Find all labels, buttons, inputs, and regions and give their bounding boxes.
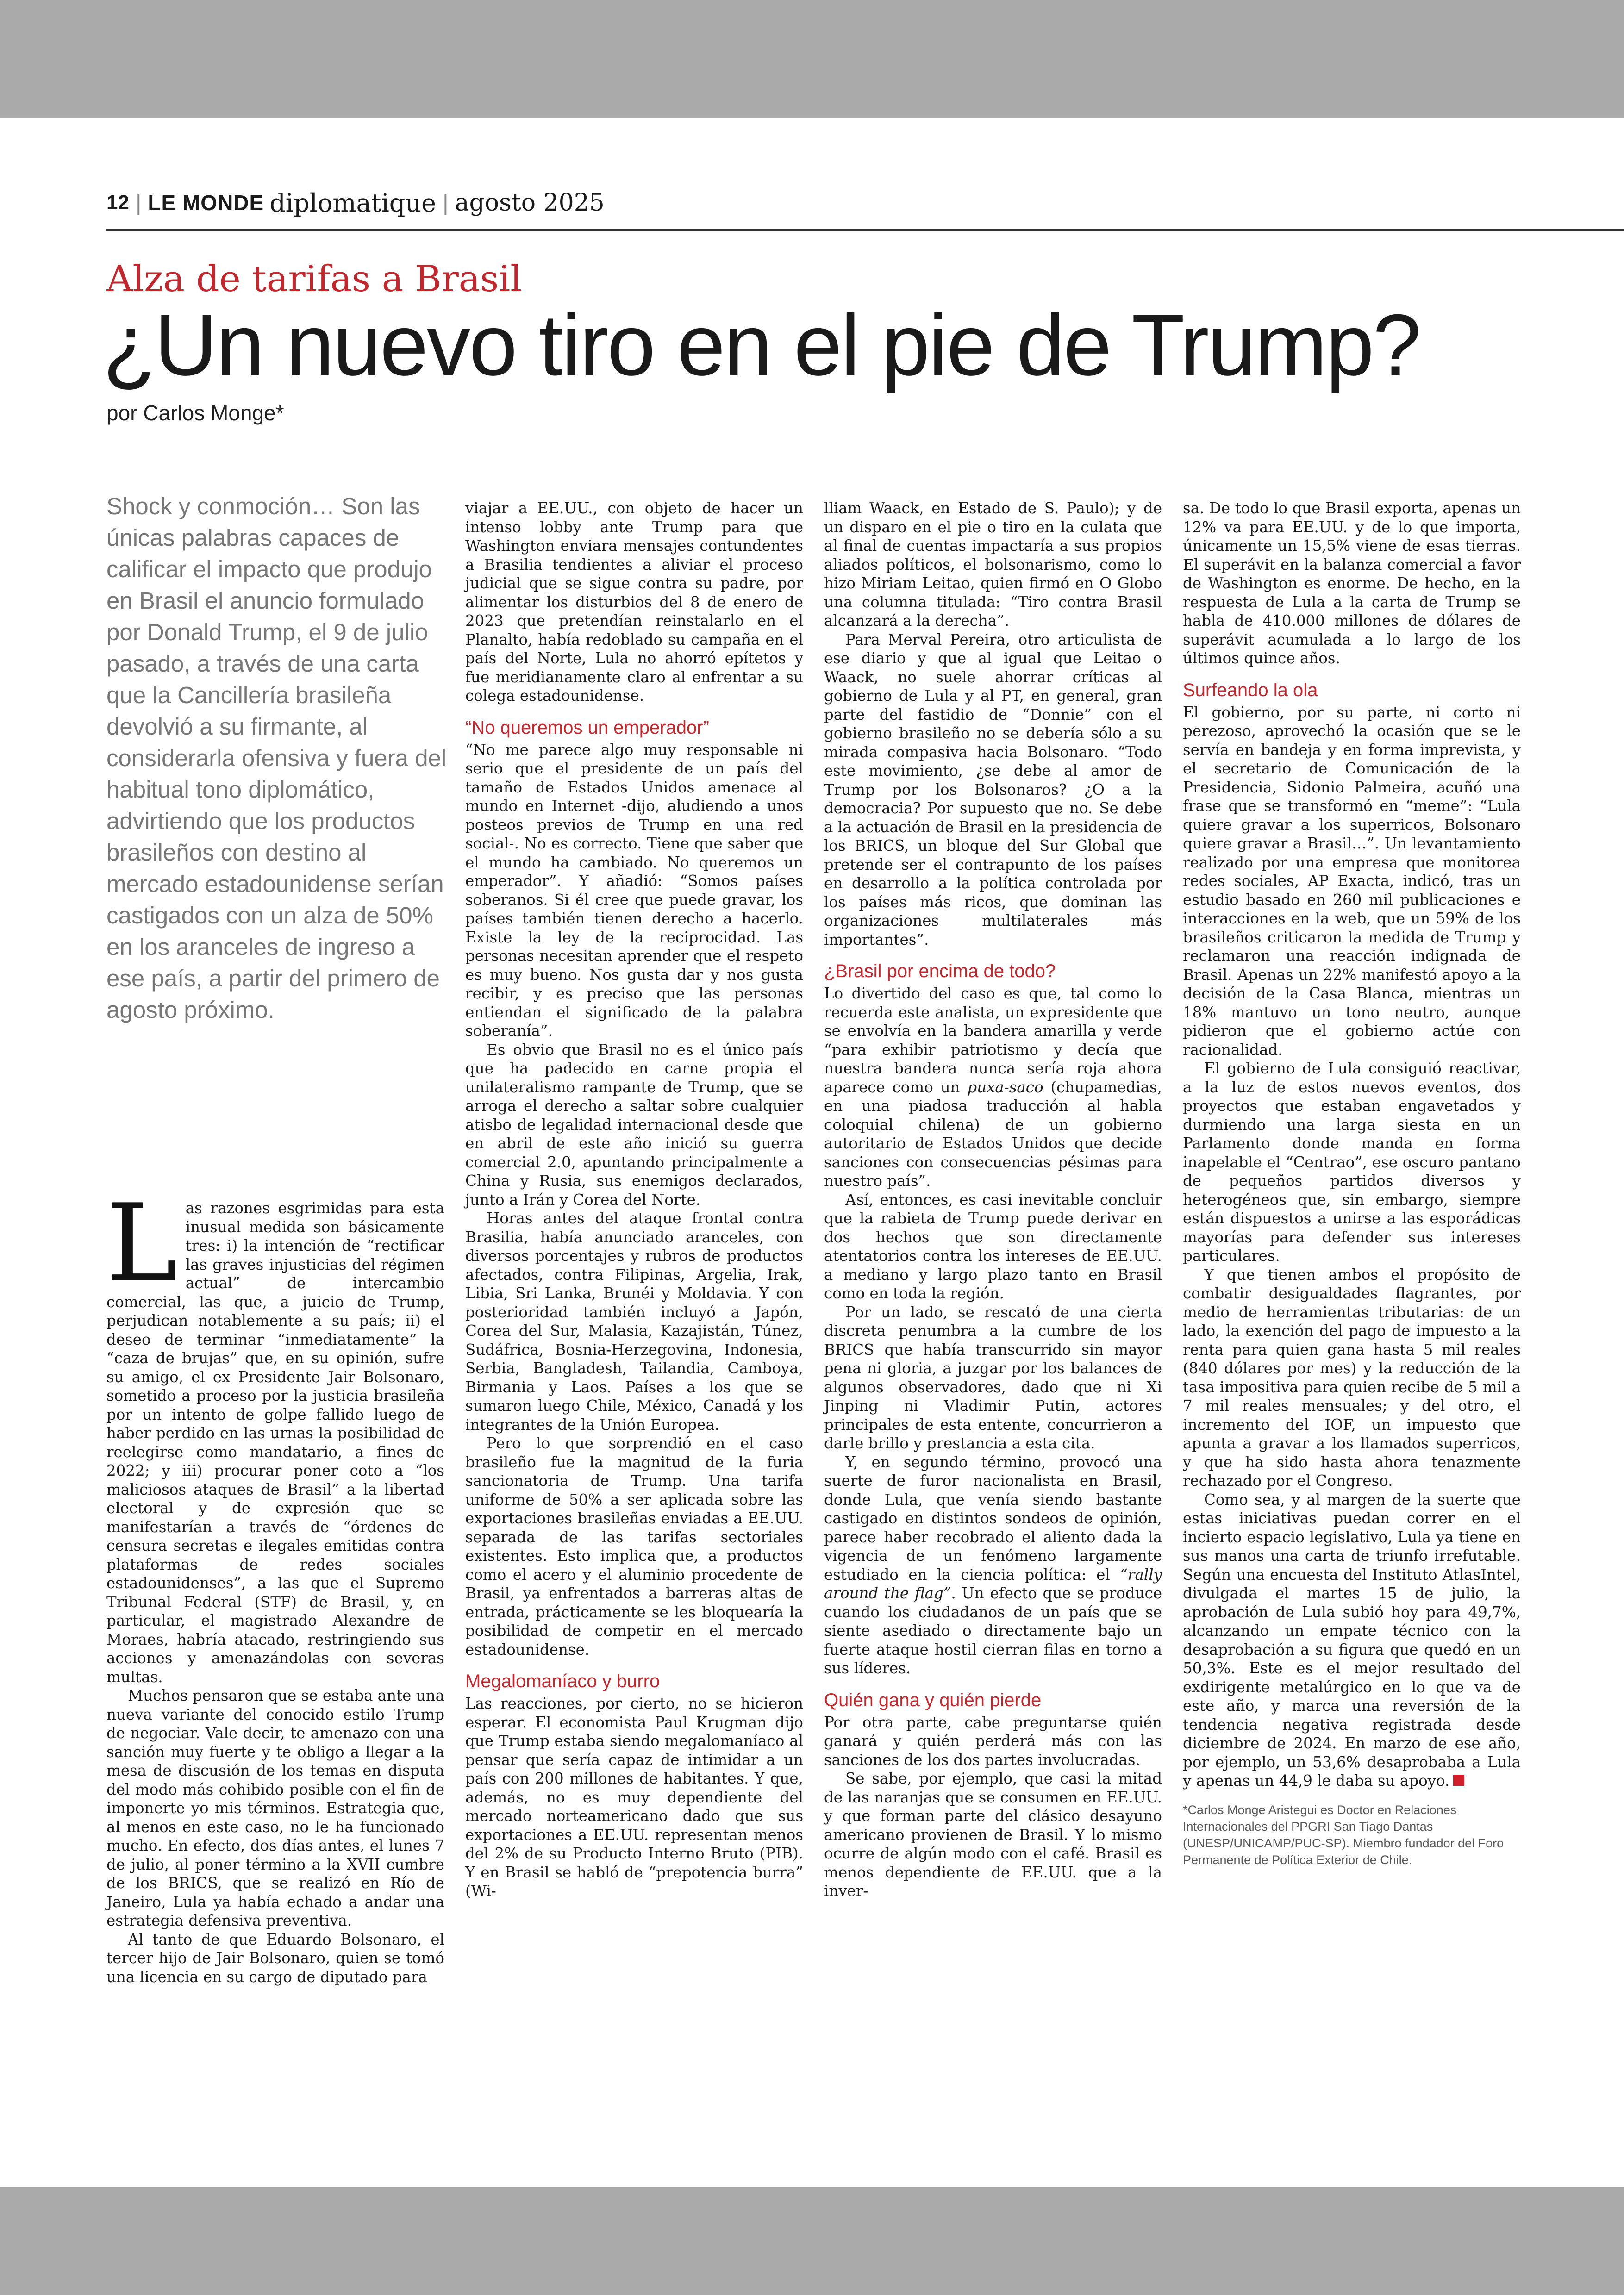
paragraph: Muchos pensaron que se estaba ante una nueva variante del conocido estilo Trump de negociar. Vale decir, te amenazo con una sanción muy fuerte y te obligo a llegar a la mesa de discusión de los temas en disputa del modo más cohibido posible con el fin de imponerte yo mis términos. Estrategia que, al menos en este caso, no le ha funcionado mucho. En efecto, dos días antes, el lunes 7 de julio, al poner término a la XVII cumbre de los BRICS, que se realizó en Río de Janeiro, Lula ya había echado a andar una estrategia defensiva preventiva. [106, 1687, 444, 1929]
paragraph: viajar a EE.UU., con objeto de hacer un intenso lobby ante Trump para que Washington enviara mensajes contundentes a Brasilia tendientes a aliviar el proceso judicial que se sigue contra su padre, por alimentar los disturbios del 8 de enero de 2023 que pretendían reinstalarlo en el Planalto, había redoblado su campaña en el país del Norte, Lula no ahorró epítetos y fue meridianamente claro al enfrentar a su colega estadounidense. [465, 499, 803, 705]
paragraph-text: Como sea, y al margen de la suerte que estas iniciativas puedan correr en el incierto espacio legislativo, Lula ya tiene en sus manos una carta de triunfo irrefutable. Según una encuesta del Instituto AtlasIntel, divulgada el martes 15 de julio, la aprobación de Lula subió hoy para 49,7%, alcanzando un empate técnico con la desaprobación a su figura que quedó en un 50,3%. Este es el mejor resultado del exdirigente metalúrgico en lo que va de este año, y marca una reversión de la tendencia negativa registrada desde diciembre de 2024. En marzo de ese año, por ejemplo, un 53,6% desaprobaba a Lula y apenas un 44,9 le daba su apoyo. [1183, 1491, 1521, 1790]
paragraph-text: (chupamedias, en una piadosa traducción al habla coloquial chilena) de un gobierno autoritario de Estados Unidos que decide sanciones con consecuencias pésimas para nuestro país”. [824, 1078, 1162, 1190]
paragraph: Pero lo que sorprendió en el caso brasileño fue la magnitud de la furia sancionatoria de Trump. Una tarifa uniforme de 50% a ser aplicada sobre las exportaciones brasileñas enviadas a EE.UU. separada de las tarifas sectoriales existentes. Esto implica que, a productos como el acero y el aluminio procedente de Brasil, ya enfrentados a barreras altas de entrada, prácticamente se les bloquearía la posibilidad de competir en el mercado estadounidense. [465, 1434, 803, 1659]
paragraph: El gobierno, por su parte, ni corto ni perezoso, aprovechó la ocasión que se le servía en bandeja y en forma imprevista, y el secretario de Comunicación de la Presidencia, Sidonio Palmeira, acuñó una frase que se transformó en “meme”: “Lula quiere gravar a los superricos, Bolsonaro quiere gravar a Brasil…”. Un levantamiento realizado por una empresa que monitorea redes sociales, AP Exacta, indicó, tras un estudio basado en 260 mil publicaciones e interacciones en la web, que un 59% de los brasileños criticaron la medida de Trump y reclamaron una reacción indignada de Brasil. Apenas un 22% manifestó apoyo a la decisión de la Casa Blanca, mientras un 18% mantuvo un tono neutro, aunque pidieron que el gobierno actúe con racionalidad. [1183, 703, 1521, 1059]
drop-cap: L [106, 1182, 177, 1305]
running-head [106, 189, 1518, 217]
section-heading: “No queremos un emperador” [465, 717, 709, 738]
paragraph: sa. De todo lo que Brasil exporta, apenas un 12% va para EE.UU. y de lo que importa, únicamente un 15,5% viene de esas tierras. El superávit en la balanza comercial a favor de Washington es enorme. De hecho, en la respuesta de Lula a la carta de Trump se habla de 410.000 millones de dólares de superávit acumulada a lo largo de los últimos quince años. [1183, 499, 1521, 667]
section-heading: Quién gana y quién pierde [824, 1690, 1042, 1710]
page-number: 12 [106, 191, 129, 214]
paragraph-text: Y, en segundo término, provocó una suerte de furor nacionalista en Brasil, donde Lula, que venía siendo bastante castigado en distintos sondeos de opinión, parece haber recobrado el aliento dada la vigencia de un fenómeno largamente estudiado en la ciencia política: el [824, 1453, 1162, 1584]
paragraph: Así, entonces, es casi inevitable concluir que la rabieta de Trump puede derivar en dos hechos que son directamente atentatorios contra los intereses de EE.UU. a mediano y largo plazo tanto en Brasil como en toda la región. [824, 1191, 1162, 1302]
paragraph: Al tanto de que Eduardo Bolsonaro, el tercer hijo de Jair Bolsonaro, quien se tomó una licencia en su cargo de diputado para [106, 1930, 444, 1986]
section-heading: Surfeando la ola [1183, 680, 1318, 700]
paragraph: Para Merval Pereira, otro articulista de ese diario y que al igual que Leitao o Waack, no suele ahorrar críticas al gobierno de Lula y al PT, en general, gran parte del fastidio de “Donnie” con el gobierno brasileño no se debería sólo a su mirada compasiva hacia Bolsonaro. “Todo este movimiento, ¿se debe al amor de Trump por los Bolsonaros? ¿O a la democracia? Por supuesto que no. Se debe a la actuación de Brasil en la presidencia de los BRICS, un bloque del Sur Global que pretende ser el contrapunto de los países en desarrollo a la política controlada por los países más ricos, que dominan las organizaciones multilaterales más importantes”. [824, 630, 1162, 948]
article-lead: Shock y conmoción… Son las únicas palabras capaces de calificar el impacto que produjo en Brasil el anuncio formulado por Donald Trump, el 9 de julio pasado, a través de una carta que la Cancillería brasileña devolvió a su firmante, al considerarla ofensiva y fuera del habitual tono diplomático, advirtiendo que los productos brasileños con destino al mercado estadounidense serían castigados con un alza de 50% en los aranceles de ingreso a ese país, a partir del primero de agosto próximo. [106, 493, 447, 1023]
paragraph: Las reacciones, por cierto, no se hicieron esperar. El economista Paul Krugman dijo que Trump estaba siendo megalomaníaco al pensar que sería capaz de intimidar a un país con 200 millones de habitantes. Y que, además, no es muy dependiente del mercado norteamericano dado que sus exportaciones a EE.UU. representan menos del 2% de su Producto Interno Bruto (PIB). Y en Brasil se habló de “prepotencia burra” (Wi- [465, 1695, 803, 1900]
paragraph: Horas antes del ataque frontal contra Brasilia, había anunciado aranceles, con diversos porcentajes y rubros de productos afectados, contra Filipinas, Argelia, Irak, Libia, Sri Lanka, Brunéi y Moldavia. Y con posterioridad también incluyó a Japón, Corea del Sur, Malasia, Kazajistán, Túnez, Sudáfrica, Bosnia-Herzegovina, Indonesia, Serbia, Bangladesh, Tailandia, Camboya, Birmania y Laos. Países a los que se sumaron luego Chile, México, Canadá y los integrantes de la Unión Europea. [465, 1210, 803, 1434]
paragraph [106, 1182, 444, 1686]
paragraph [824, 984, 1162, 1191]
end-mark-icon [1453, 1775, 1464, 1786]
paragraph [1183, 1491, 1521, 1790]
paragraph-text: as razones esgrimidas para esta inusual medida son básicamente tres: i) la intención de “rectificar las graves injusticias del régimen actual” de intercambio comercial, las que, a juicio de Trump, perjudican notablemente a su país; ii) el deseo de terminar “inmediatamente” la “caza de brujas” que, en su opinión, sufre su amigo, el ex Presidente Jair Bolsonaro, sometido a proceso por la justicia brasileña por un intento de golpe fallido luego de haber perdido en las urnas la posibilidad de reelegirse como mandatario, a fines de 2022; y iii) procurar poner coto a “los maliciosos ataques de Brasil” a la libertad electoral y de expresión que se manifestarían a través de “órdenes de censura secretas e ilegales emitidas contra plataformas de redes sociales estadounidenses”, a las que el Supremo Tribunal Federal (STF) de Brasil, y, en particular, el magistrado Alexandre de Moraes, habría atacado, restringiendo sus acciones y amenazándolas con severas multas. [106, 1199, 444, 1686]
section-heading: Megalomaníaco y burro [465, 1671, 660, 1691]
separator: | [443, 190, 449, 215]
paragraph: Es obvio que Brasil no es el único país que ha padecido en carne propia el unilateralismo rampante de Trump, que se arroga el derecho a saltar sobre cualquier atisbo de legalidad internacional desde que en abril de este año inició su guerra comercial 2.0, apuntando principalmente a China y Rusia, sus enemigos declarados, junto a Irán y Corea del Norte. [465, 1041, 803, 1209]
brand-suffix: diplomatique [269, 188, 437, 218]
paragraph-text: Lo divertido del caso es que, tal como lo recuerda este analista, un expresidente que se envolvía en la bandera amarilla y verde “para exhibir patriotismo y decía que nuestra bandera nunca sería roja ahora aparece como un [824, 985, 1162, 1096]
separator: | [135, 190, 142, 215]
paragraph [824, 1453, 1162, 1678]
column-2 [465, 499, 803, 1901]
paragraph: Por otra parte, cabe preguntarse quién ganará y quién perderá más con las sanciones de los dos partes involucradas. [824, 1713, 1162, 1769]
header-rule [106, 229, 1624, 231]
italic-term: puxa-saco [967, 1078, 1043, 1096]
section-heading: ¿Brasil por encima de todo? [824, 961, 1056, 981]
paragraph: lliam Waack, en Estado de S. Paulo); y de un disparo en el pie o tiro en la culata que al final de cuentas impactaría a sus propios aliados políticos, el bolsonarismo, como lo hizo Miriam Leitao, quien firmó en O Globo una columna titulada: “Tiro contra Brasil alcanzará a la derecha”. [824, 499, 1162, 630]
top-gray-band [0, 0, 1624, 118]
article-byline: por Carlos Monge* [106, 401, 284, 425]
paragraph: Se sabe, por ejemplo, que casi la mitad de las naranjas que se consumen en EE.UU. y que forman parte del clásico desayuno americano provienen de Brasil. Y lo mismo ocurre de algún modo con el café. Brasil es menos dependiente de EE.UU. que a la inver- [824, 1770, 1162, 1900]
brand-logo-text: LE MONDE [148, 191, 264, 215]
paragraph: El gobierno de Lula consiguió reactivar, a la luz de estos nuevos eventos, dos proyectos que estaban engavetados y durmiendo una larga siesta en un Parlamento donde manda en forma inapelable el “Centrao”, ese oscuro pantano de pequeños partidos diversos y heterogéneos que, sin embargo, siempre están dispuestos a unirse a las esporádicas mayorías para defender sus intereses particulares. [1183, 1060, 1521, 1265]
paragraph: Por un lado, se rescató de una cierta discreta penumbra a la cumbre de los BRICS que había transcurrido sin mayor pena ni gloria, a juzgar por los balances de algunos observadores, dado que ni Xi Jinping ni Vladimir Putin, actores principales de esta entente, concurrieron a darle brillo y prestancia a esta cita. [824, 1303, 1162, 1452]
column-4 [1183, 499, 1521, 1868]
paragraph: “No me parece algo muy responsable ni serio que el presidente de un país del tamaño de Estados Unidos amenace al mundo en Internet -dijo, aludiendo a unos posteos previos de Trump en una red social-. No es correcto. Tiene que saber que el mundo ha cambiado. No queremos un emperador”. Y añadió: “Somos países soberanos. Si él cree que puede gravar, los países también tienen derecho a hacerlo. Existe la ley de la reciprocidad. Las personas necesitan aprender que el respeto es muy bueno. Nos gusta dar y nos gusta recibir, y es preciso que las personas entiendan el significado de la palabra soberanía”. [465, 741, 803, 1040]
paragraph-text: . Un efecto que se produce cuando los ciudadanos de un país que se siente asediado o directamente bajo un fuerte ataque hostil cierran filas en torno a sus líderes. [824, 1584, 1162, 1677]
column-3 [824, 499, 1162, 1901]
author-footnote: *Carlos Monge Aristegui es Doctor en Relaciones Internacionales del PPGRI San Tiago Dantas (UNESP/UNICAMP/PUC-SP). Miembro fundador del Foro Permanente de Política Exterior de Chile. [1183, 1802, 1504, 1867]
column-1 [106, 1182, 444, 1986]
italic-term: “rally around the flag” [824, 1565, 1162, 1602]
paragraph: Y que tienen ambos el propósito de combatir desigualdades flagrantes, por medio de herramientas tributarias: de un lado, la exención del pago de impuesto a la renta para quien gana hasta 5 mil reales (840 dólares por mes) y la reducción de la tasa impositiva para quien recibe de 5 mil a 7 mil reales mensuales; y del otro, el incremento del IOF, un impuesto que apunta a gravar a los llamados superricos, y que ha sido hasta ahora tenazmente rechazado por el Congreso. [1183, 1266, 1521, 1490]
issue-date: agosto 2025 [455, 189, 605, 217]
article-title: ¿Un nuevo tiro en el pie de Trump? [103, 296, 1420, 393]
bottom-gray-band [0, 2187, 1624, 2295]
article-kicker: Alza de tarifas a Brasil [106, 258, 522, 300]
